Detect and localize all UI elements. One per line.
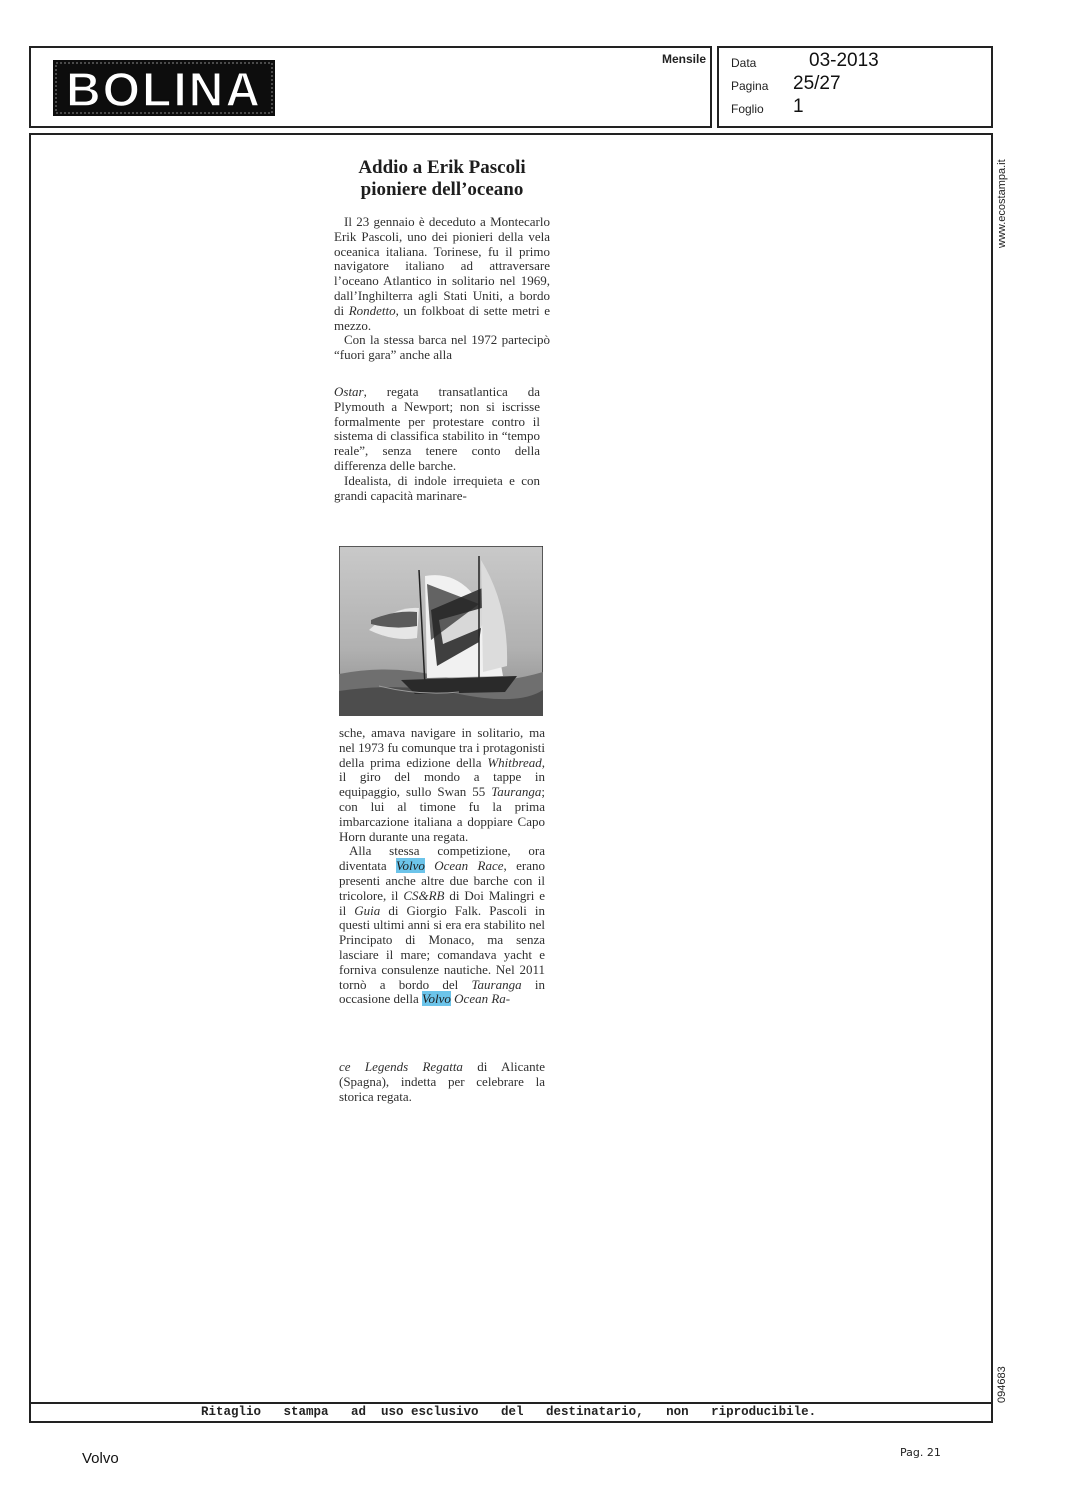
- headline-line-2: pioniere dell’oceano: [360, 179, 524, 200]
- archive-code-vertical: 094683: [996, 1366, 1008, 1403]
- paragraph-4: Idealista, di indole irrequieta e con grandi capacità marinare-: [334, 472, 540, 503]
- page-value: 25/27: [793, 73, 841, 94]
- sheet-label: Foglio: [731, 102, 764, 116]
- paragraph-6: Alla stessa competizione, ora diventata Volvo Ocean Race, erano presenti anche altre due barche con il tricolore, il CS&RB di Doi Malingri e il Guia di Giorgio Falk. Pascoli in questi ultimi anni si era era stabilito nel Principato di Monaco, ma senza lasciare il mare; comandava yacht e forniva consulenze nautiche. Nel 2011 tornò a bordo del Tauranga in occasione della Volvo Ocean Ra-: [339, 843, 545, 1007]
- article-column-middle: [334, 385, 540, 503]
- paragraph-3: Ostar, regata transatlantica da Plymouth a Newport; non si iscrisse formalmente per protestare contro il sistema di classifica stabilito in “tempo reale”, senza tenere conto della differenza delle barche.: [334, 383, 540, 473]
- periodicity-label: Mensile: [661, 52, 706, 66]
- paragraph-5: sche, amava navigare in solitario, ma nel 1973 fu comunque tra i protagonisti della prima edizione della Whitbread, il giro del mondo a tappe in equipaggio, sullo Swan 55 Tauranga; con lui al timone fu la prima imbarcazione italiana a doppiare Capo Horn durante una regata.: [339, 725, 545, 844]
- paragraph-7: ce Legends Regatta di Alicante (Spagna), indetta per celebrare la storica regata.: [339, 1059, 545, 1104]
- page-label: Pagina: [731, 79, 769, 93]
- masthead-box: [29, 46, 712, 128]
- disclaimer-text: Ritaglio stampa ad uso esclusivo del destinatario, non riproducibile.: [201, 1405, 817, 1419]
- website-vertical: www.ecostampa.it: [996, 159, 1008, 248]
- date-value: 03-2013: [809, 50, 879, 71]
- highlighted-keyword: Volvo: [396, 858, 425, 874]
- sailboat-photo: [339, 546, 543, 716]
- article-headline: [334, 157, 550, 201]
- article-column-top: [334, 215, 550, 363]
- page-number: Pag. 21: [900, 1446, 941, 1459]
- search-keyword: Volvo: [82, 1450, 119, 1467]
- bolina-logo: [53, 60, 275, 116]
- highlighted-keyword: Volvo: [422, 991, 451, 1007]
- article: [334, 157, 550, 503]
- article-column-end: [339, 1060, 545, 1104]
- logo-text: BOLINA: [66, 64, 262, 116]
- sheet-value: 1: [793, 96, 804, 117]
- headline-line-1: Addio a Erik Pascoli: [358, 157, 526, 178]
- paragraph-1: Il 23 gennaio è deceduto a Montecarlo Erik Pascoli, uno dei pionieri della vela oceanica italiana. Torinese, fu il primo navigatore italiano ad attraversare l’oceano Atlantico in solitario nel 1969, dall’Inghilterra agli Stati Uniti, a bordo di Rondetto, un folkboat di sette metri e mezzo.: [334, 214, 550, 333]
- paragraph-2: Con la stessa barca nel 1972 partecipò “fuori gara” anche alla: [334, 332, 550, 363]
- disclaimer-bar: [31, 1402, 991, 1421]
- date-label: Data: [731, 56, 757, 70]
- publication-meta-box: [717, 46, 993, 128]
- article-column-bottom: [339, 726, 545, 1007]
